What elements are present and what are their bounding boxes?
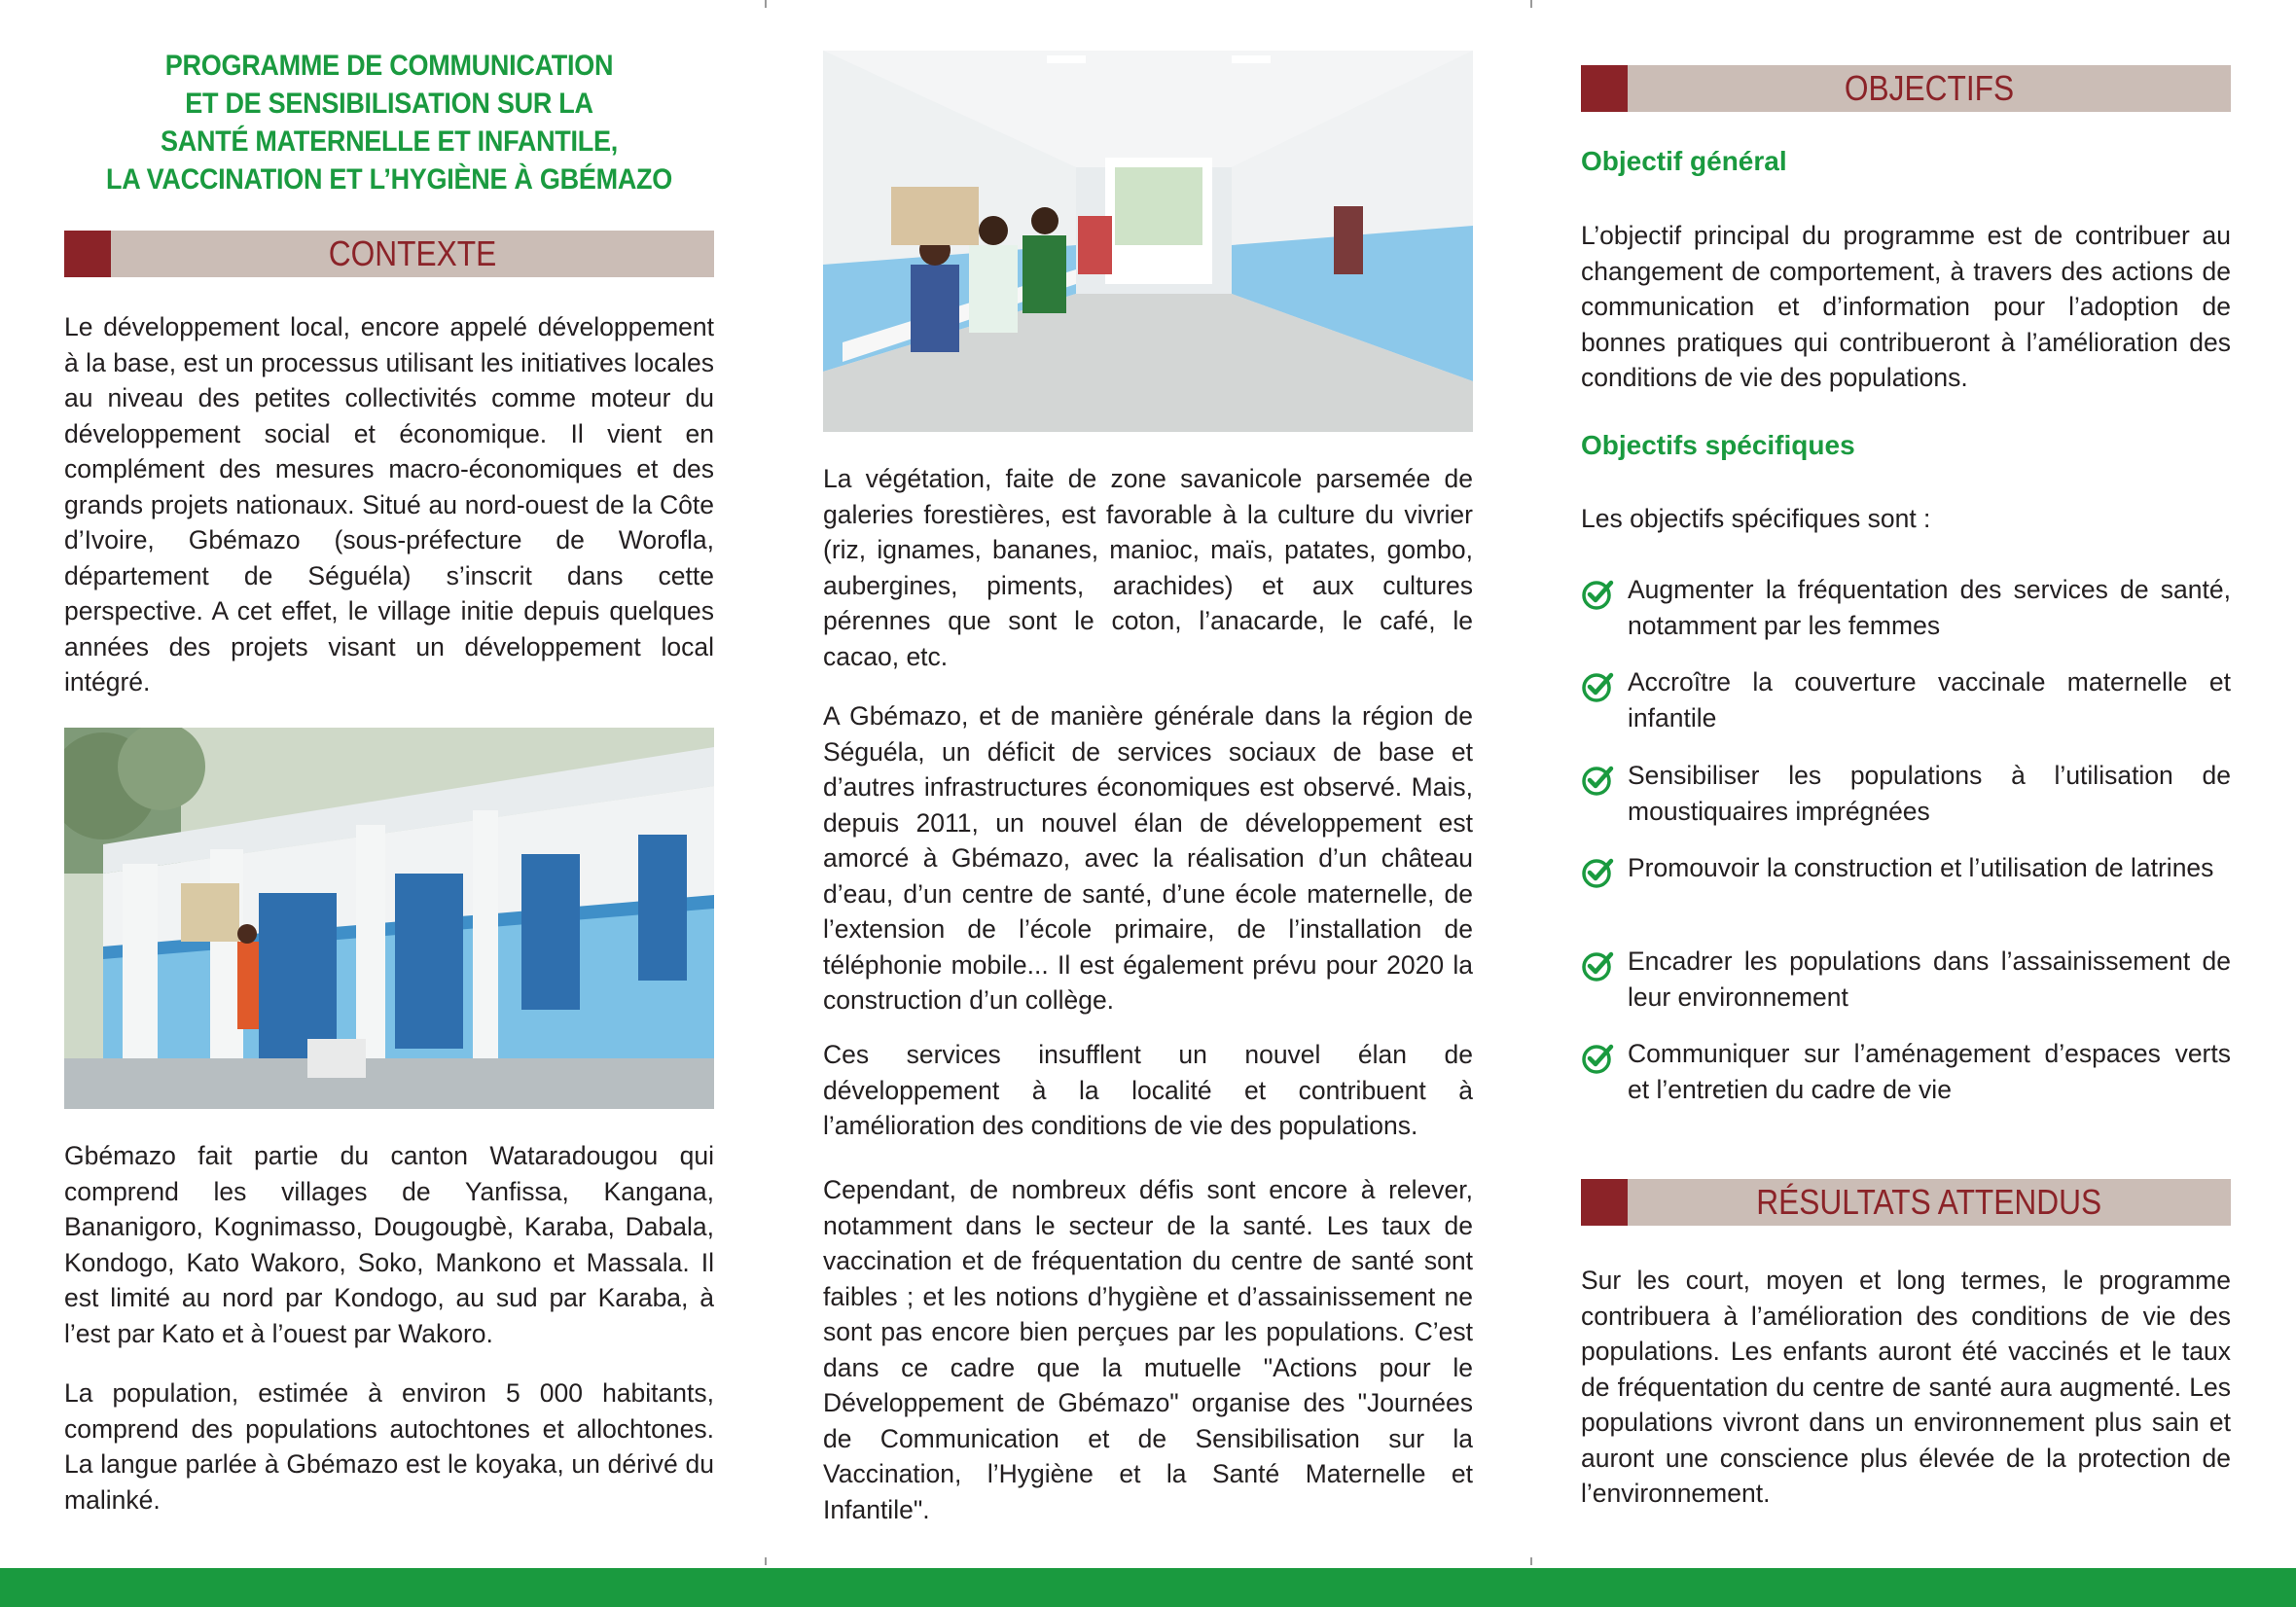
middle-paragraph-2: A Gbémazo, et de manière générale dans la région de Séguéla, un déficit de services sociaux de base et d’autres infrastructures économiques est observé. Mais, depuis 2011, un nouvel élan de développement est amorcé à Gbémazo, avec la réalisation d’un château d’eau, d’un centre de santé, d’une école maternelle, de l’extension de l’école primaire, de l’installation de téléphonie mobile... Il est également prévu pour 2020 la construction d’un collège.: [823, 701, 1473, 1015]
list-item: [1581, 850, 2231, 928]
objective-text: Promouvoir la construction et l’utilisation de latrines: [1628, 853, 2214, 882]
check-circle-icon: [1581, 856, 1614, 889]
list-item: [1581, 944, 2231, 1021]
middle-paragraph-1: La végétation, faite de zone savanicole parsemée de galeries forestières, est favorable à la culture du vivrier (riz, ignames, bananes, manioc, maïs, patates, gombo, aubergines, piments, arachides) et aux cultures pérennes que sont le coton, l’anacarde, le café, le cacao, etc.: [823, 464, 1473, 671]
objective-text: Accroître la couverture vaccinale maternelle et infantile: [1628, 667, 2231, 732]
contexte-paragraph-2: Gbémazo fait partie du canton Wataradougou qui comprend les villages de Yanfissa, Kangana, Bananigoro, Kognimasso, Dougougbè, Karaba, Dabala, Kondogo, Kato Wakoro, Soko, Mankono et Massala. Il est limité au nord par Kondogo, au sud par Karaba, à l’est par Kato et à l’ouest par Wakoro.: [64, 1141, 714, 1348]
objectifs-specifiques-intro: Les objectifs spécifiques sont :: [1581, 504, 1931, 533]
title-line: LA VACCINATION ET L’HYGIÈNE À GBÉMAZO: [105, 163, 673, 196]
banner-accent: [1581, 65, 1628, 112]
contexte-paragraph-1: Le développement local, encore appelé développement à la base, est un processus utilisant les initiatives locales au niveau des petites collectivités comme moteur du développement social et économique. Il vient en complément des mesures macro-économiques et des grands projets nationaux. Situé au nord-ouest de la Côte d’Ivoire, Gbémazo (sous-préfecture de Worofla, département de Séguéla) s’inscrit dans cette perspective. A cet effet, le village initie depuis quelques années des projets visant un développement local intégré.: [64, 312, 714, 696]
fold-mark-bottom-left: [765, 1557, 767, 1565]
fold-mark-bottom-right: [1530, 1557, 1532, 1565]
check-circle-icon: [1581, 578, 1614, 611]
check-circle-icon: [1581, 1042, 1614, 1075]
objectif-general-text: L’objectif principal du programme est de contribuer au changement de comportement, à travers des actions de communication et d’information pour l’adoption de bonnes pratiques qui contribueront à l’amélioration des conditions de vie des populations.: [1581, 221, 2231, 392]
objectifs-specifiques-title: Objectifs spécifiques: [1581, 430, 1855, 460]
list-item: [1581, 664, 2231, 742]
contexte-paragraph-3: La population, estimée à environ 5 000 habitants, comprend des populations autochtones et allochtones. La langue parlée à Gbémazo est le koyaka, un dérivé du malinké.: [64, 1378, 714, 1515]
middle-paragraph-4: Cependant, de nombreux défis sont encore à relever, notamment dans le secteur de la santé. Les taux de vaccination et de fréquentation du centre de santé sont faibles ; et les notions d’hygiène et d’assainissement ne sont pas encore bien perçues par les populations. C’est dans ce cadre que la mutuelle "Actions pour le Développement de Gbémazo" organise des "Journées de Communication et de Sensibilisation sur la Vaccination, l’Hygiène et la Santé Maternelle et Infantile".: [823, 1175, 1473, 1524]
list-item: [1581, 758, 2231, 836]
section-heading-resultats: RÉSULTATS ATTENDUS: [1756, 1182, 2102, 1222]
objectif-general-title: Objectif général: [1581, 146, 1787, 176]
objective-text: Sensibiliser les populations à l’utilisation de moustiquaires imprégnées: [1628, 761, 2231, 826]
list-item: [1581, 572, 2231, 650]
footer-green-bar: [0, 1568, 2296, 1607]
fold-mark-top-left: [765, 0, 767, 8]
check-circle-icon: [1581, 670, 1614, 703]
objective-text: Encadrer les populations dans l’assainissement de leur environnement: [1628, 946, 2231, 1012]
check-circle-icon: [1581, 949, 1614, 982]
section-heading-contexte: CONTEXTE: [328, 233, 497, 273]
fold-mark-top-right: [1530, 0, 1532, 8]
section-heading-objectifs: OBJECTIFS: [1844, 68, 2015, 108]
check-circle-icon: [1581, 764, 1614, 797]
middle-paragraph-3: Ces services insufflent un nouvel élan de développement à la localité et contribuent à l’amélioration des conditions de vie des populations.: [823, 1040, 1473, 1140]
section-banner-resultats: [1581, 1179, 2231, 1226]
banner-accent: [1581, 1179, 1628, 1226]
list-item: [1581, 1036, 2231, 1114]
waiting-corridor-photo: [823, 51, 1473, 432]
section-banner-objectifs: [1581, 65, 2231, 112]
resultats-text: Sur les court, moyen et long termes, le programme contribuera à l’amélioration des conditions de vie des populations. Les enfants auront été vaccinés et le taux de fréquentation du centre de santé aura augmenté. Les populations vivront dans un environnement plus sain et auront une conscience plus élevée de la protection de l’environnement.: [1581, 1266, 2231, 1508]
page-title: [96, 47, 681, 198]
section-banner-contexte: [64, 231, 714, 277]
objective-text: Communiquer sur l’aménagement d’espaces verts et l’entretien du cadre de vie: [1628, 1039, 2231, 1104]
banner-accent: [64, 231, 111, 277]
title-line: SANTÉ MATERNELLE ET INFANTILE,: [161, 125, 618, 158]
objective-text: Augmenter la fréquentation des services de santé, notamment par les femmes: [1628, 575, 2231, 640]
health-center-photo: [64, 728, 714, 1109]
title-line: ET DE SENSIBILISATION SUR LA: [185, 88, 593, 120]
title-line: PROGRAMME DE COMMUNICATION: [164, 50, 614, 82]
